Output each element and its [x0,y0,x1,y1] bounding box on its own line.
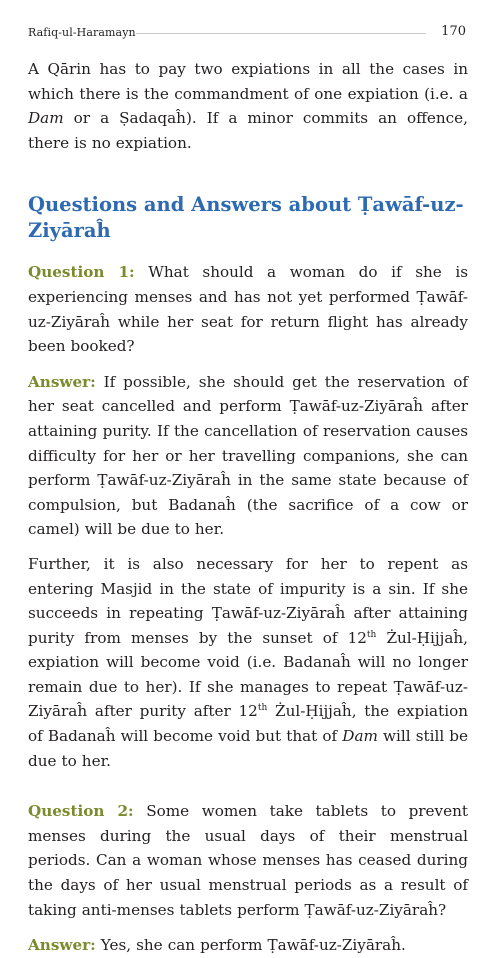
section-heading: Questions and Answers about Ṭawāf-uz-Ziyāraĥ [28,193,464,243]
intro-paragraph [28,57,468,155]
intro-dam: Dam [28,109,64,128]
further-text-4: will still be due to her. [28,727,468,770]
question-1-text: What should a woman do if she is experiencing menses and has not yet performed Ṭawāf-uz-Ziyāraĥ while her seat for return flight has already been booked? [28,263,468,356]
intro-text-1: A Qārin has to pay two expiations in all the cases in which there is the commandment of one expiation (i.e. a [28,60,468,103]
further-text-1: Further, it is also necessary for her to repent as entering Masjid in the state of impurity is a sin. If she succeeds in repeating Ṭawāf-uz-Ziyāraĥ after attaining purity from menses by the sunset of 12 [28,554,468,647]
further-text-3: Żul-Ḥijjaĥ, the expiation of Badanaĥ will become void but that of [28,702,468,746]
answer-2-label: Answer: [28,936,96,955]
further-text-2: Żul-Ḥijjaĥ, expiation will become void (i.e. Badanaĥ will no longer remain due to her). If she manages to repeat Ṭawāf-uz-Ziyāraĥ after purity after 12 [28,628,468,721]
question-2-label: Question 2: [28,802,134,821]
further-sup-1: th [366,629,377,640]
question-1 [28,260,468,358]
further-dam: Dam [342,727,378,746]
answer-1-label: Answer: [28,372,96,391]
further-paragraph [28,552,468,773]
further-sup-2: th [257,703,268,714]
intro-text-2: or a Ṣadaqaĥ). If a minor commits an offence, there is no expiation. [28,109,468,152]
question-1-label: Question 1: [28,263,135,282]
answer-1 [28,370,468,542]
page-header [28,24,466,42]
question-2-text: Some women take tablets to prevent menses during the usual days of their menstrual periods. Can a woman whose menses has ceased during the days of her usual menstrual periods as a result of taking anti-menses tablets perform Ṭawāf-uz-Ziyāraĥ? [28,802,468,919]
header-rule [136,33,426,34]
answer-2-text: Yes, she can perform Ṭawāf-uz-Ziyāraĥ. [95,936,406,955]
answer-1-text: If possible, she should get the reservation of her seat cancelled and perform Ṭawāf-uz-Ziyāraĥ after attaining purity. If the cancellation of reservation causes difficulty for her or her travelling companions, she can perform Ṭawāf-uz-Ziyāraĥ in the same state because of compulsion, but Badanaĥ (the sacrifice of a cow or camel) will be due to her. [28,372,468,539]
page-body [28,57,468,958]
running-title: Rafiq-ul-Haramayn [28,26,136,39]
page-number: 170 [441,24,466,39]
question-2 [28,799,468,922]
answer-2 [28,933,468,958]
